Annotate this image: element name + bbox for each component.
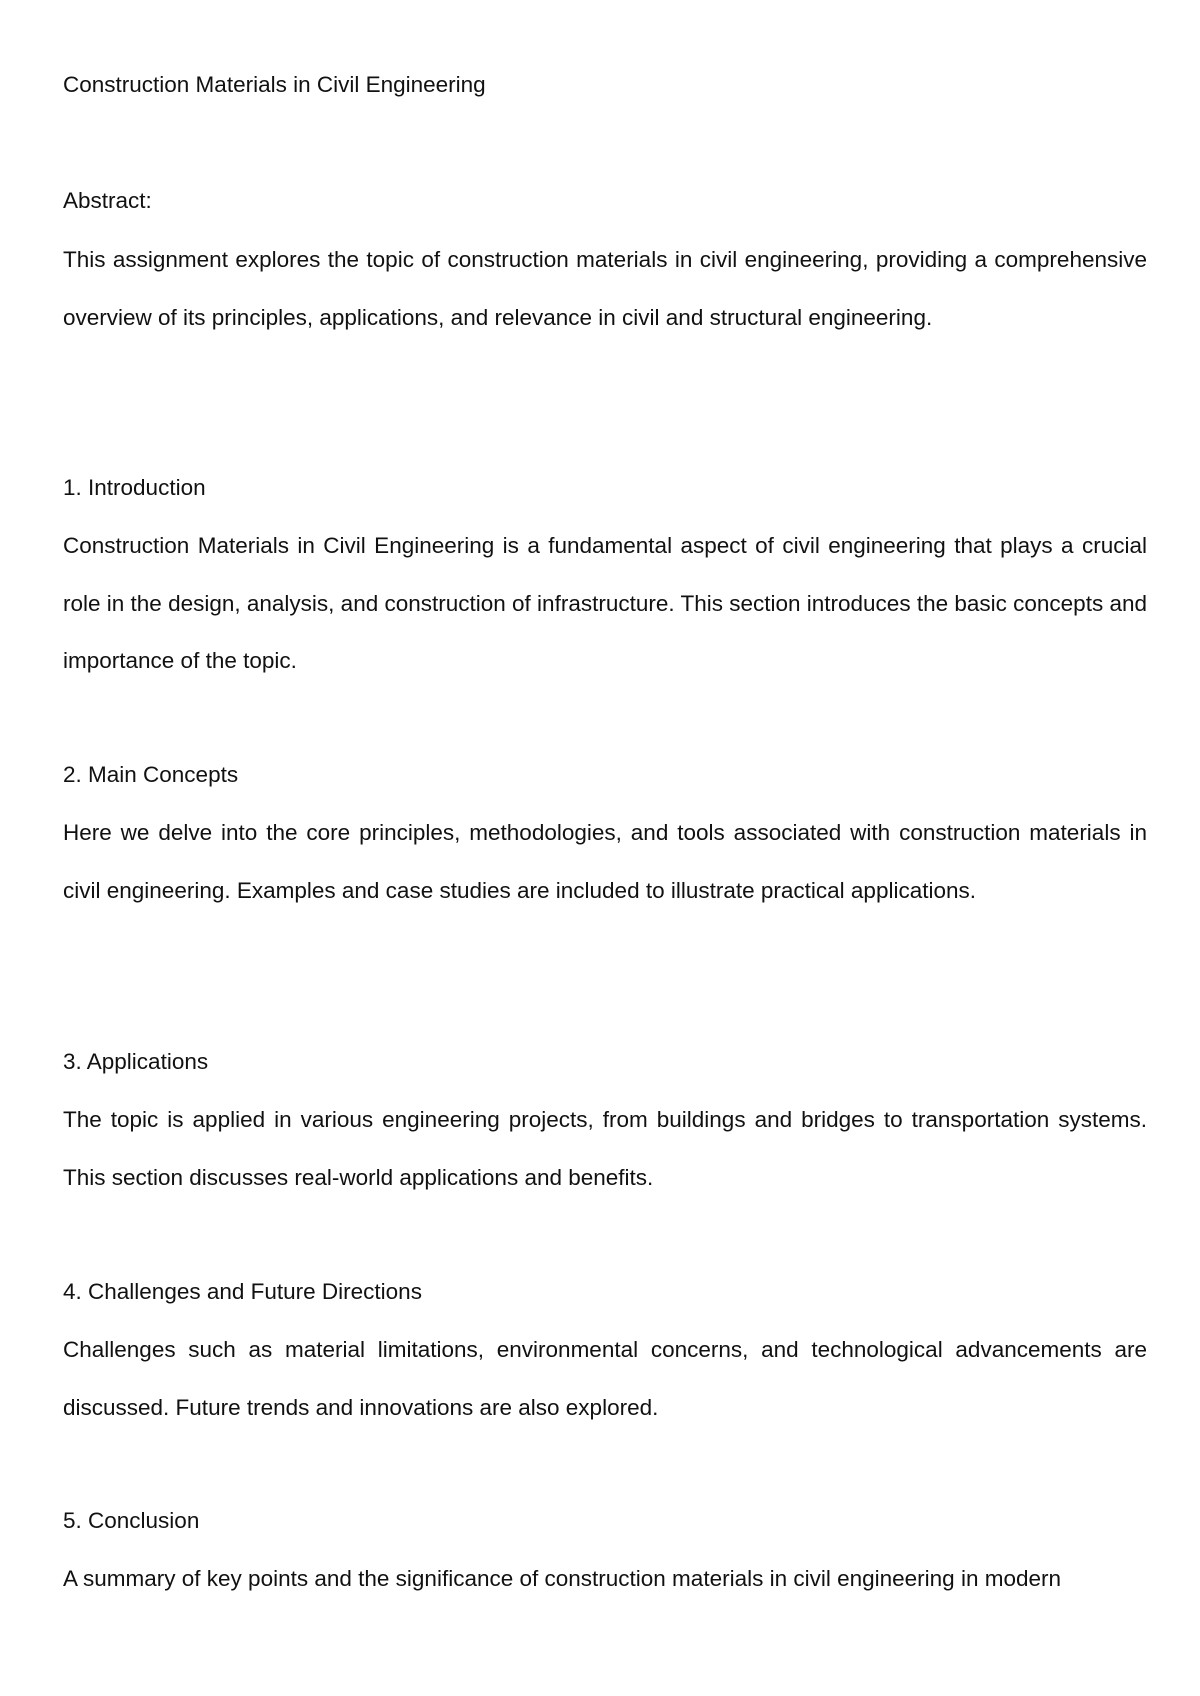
section-heading-challenges: 4. Challenges and Future Directions bbox=[63, 1279, 422, 1304]
section-body-introduction: Construction Materials in Civil Engineering is a fundamental aspect of civil engineering that plays a crucial role in the design, analysis, and construction of infrastructure. This section introduces the basic concepts and importance of the topic. bbox=[63, 533, 1147, 673]
section-body-main-concepts: Here we delve into the core principles, methodologies, and tools associated with construction materials in civil engineering. Examples and case studies are included to illustrate practical applications. bbox=[63, 820, 1147, 903]
section-heading-main-concepts: 2. Main Concepts bbox=[63, 762, 239, 787]
document-page bbox=[63, 0, 1147, 1696]
section-body-applications: The topic is applied in various engineering projects, from buildings and bridges to transportation systems. This section discusses real-world applications and benefits. bbox=[63, 1107, 1147, 1190]
section-heading-introduction: 1. Introduction bbox=[63, 475, 206, 500]
section-body-conclusion: A summary of key points and the significance of construction materials in civil engineering in modern bbox=[63, 1566, 1061, 1591]
section-heading-conclusion: 5. Conclusion bbox=[63, 1508, 200, 1533]
section-heading-applications: 3. Applications bbox=[63, 1049, 209, 1074]
document-title: Construction Materials in Civil Engineering bbox=[63, 72, 486, 97]
section-body-challenges: Challenges such as material limitations, environmental concerns, and technological advancements are discussed. Future trends and innovations are also explored. bbox=[63, 1337, 1147, 1420]
abstract-body: This assignment explores the topic of construction materials in civil engineering, providing a comprehensive overview of its principles, applications, and relevance in civil and structural engineering. bbox=[63, 247, 1147, 330]
abstract-heading: Abstract: bbox=[63, 188, 152, 213]
